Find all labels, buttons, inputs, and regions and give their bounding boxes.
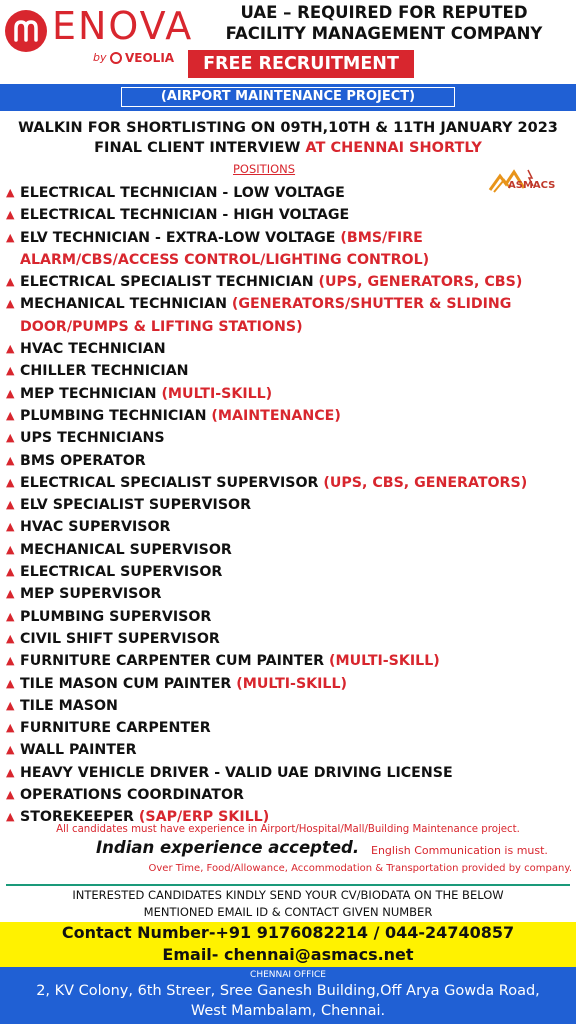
position-text [20, 450, 146, 472]
position-item [6, 717, 572, 739]
headline [196, 2, 572, 44]
triangle-bullet-icon: ▲ [6, 364, 15, 378]
contact-bar [0, 922, 576, 967]
triangle-bullet-icon: ▲ [6, 453, 15, 467]
triangle-bullet-icon: ▲ [6, 698, 15, 712]
headline-line-2: FACILITY MANAGEMENT COMPANY [225, 24, 543, 43]
position-item [6, 472, 572, 494]
position-text [20, 516, 170, 538]
position-text [20, 204, 349, 226]
position-text [20, 583, 161, 605]
position-text [20, 695, 118, 717]
experience-note: All candidates must have experience in Airport/Hospital/Mall/Building Maintenance project. [56, 824, 520, 835]
position-title: UPS TECHNICIANS [20, 430, 165, 447]
position-title: TILE MASON CUM PAINTER [20, 675, 237, 692]
headline-line-1: UAE – REQUIRED FOR REPUTED [240, 3, 528, 22]
position-title: ELECTRICAL SUPERVISOR [20, 564, 223, 581]
position-item [6, 427, 572, 449]
triangle-bullet-icon: ▲ [6, 186, 15, 199]
position-title: FURNITURE CARPENTER CUM PAINTER [20, 653, 330, 670]
office-bar [0, 967, 576, 1024]
position-text [20, 650, 440, 672]
position-detail: (UPS, CBS, GENERATORS) [323, 474, 528, 491]
position-text [20, 717, 211, 739]
contact-email[interactable]: Email- chennai@asmacs.net [162, 945, 414, 964]
triangle-bullet-icon: ▲ [6, 475, 15, 489]
position-title: HEAVY VEHICLE DRIVER - VALID UAE DRIVING LICENSE [20, 764, 453, 781]
position-title: MECHANICAL SUPERVISOR [20, 541, 232, 558]
triangle-bullet-icon: ▲ [6, 275, 15, 289]
apply-instructions [0, 887, 576, 921]
position-item [6, 450, 572, 472]
position-title: FURNITURE CARPENTER [20, 720, 211, 737]
apply-line-2: MENTIONED EMAIL ID & CONTACT GIVEN NUMBER [143, 905, 433, 919]
positions-list [6, 182, 572, 829]
triangle-bullet-icon: ▲ [6, 520, 15, 534]
position-title: TILE MASON [20, 697, 118, 714]
header [0, 0, 576, 84]
position-title: CIVIL SHIFT SUPERVISOR [20, 630, 220, 647]
free-recruitment-banner: FREE RECRUITMENT [188, 50, 414, 78]
position-item [6, 182, 572, 204]
position-item [6, 271, 572, 293]
position-title: CHILLER TECHNICIAN [20, 363, 189, 380]
position-title: ELECTRICAL SPECIALIST TECHNICIAN [20, 274, 319, 291]
position-title: ELECTRICAL TECHNICIAN - HIGH VOLTAGE [20, 207, 350, 224]
position-item [6, 227, 572, 272]
interview-location: AT CHENNAI SHORTLY [305, 140, 482, 156]
position-title: MECHANICAL TECHNICIAN [20, 296, 232, 313]
walkin-dates: WALKIN FOR SHORTLISTING ON 09TH,10TH & 11TH JANUARY 2023 [18, 120, 558, 136]
triangle-bullet-icon: ▲ [6, 297, 15, 311]
position-detail: (MULTI-SKILL) [329, 653, 440, 670]
position-text [20, 539, 232, 561]
triangle-bullet-icon: ▲ [6, 654, 15, 668]
triangle-bullet-icon: ▲ [6, 743, 15, 757]
position-item [6, 561, 572, 583]
triangle-bullet-icon: ▲ [6, 208, 15, 222]
triangle-bullet-icon: ▲ [6, 765, 15, 779]
position-item [6, 405, 572, 427]
triangle-bullet-icon: ▲ [6, 565, 15, 579]
position-title: BMS OPERATOR [20, 452, 146, 469]
position-text [20, 427, 165, 449]
position-detail: (MULTI-SKILL) [236, 675, 347, 692]
position-title: HVAC SUPERVISOR [20, 519, 171, 536]
office-address-line-2: West Mambalam, Chennai. [190, 1003, 386, 1019]
brand-name: ENOVA [52, 4, 194, 48]
position-text [20, 227, 572, 272]
position-detail: (MULTI-SKILL) [161, 385, 273, 402]
office-address-line-1: 2, KV Colony, 6th Streer, Sree Ganesh Building,Off Arya Gowda Road, [36, 983, 540, 999]
agency-name: ASMACS [508, 180, 556, 191]
position-item [6, 628, 572, 650]
interview-line [0, 138, 576, 158]
triangle-bullet-icon: ▲ [6, 386, 15, 400]
position-title: STOREKEEPER [20, 809, 139, 826]
triangle-bullet-icon: ▲ [6, 609, 15, 623]
position-item [6, 293, 572, 338]
position-text [20, 293, 572, 338]
triangle-bullet-icon: ▲ [6, 542, 15, 556]
position-item [6, 516, 572, 538]
position-title: MEP TECHNICIAN [20, 385, 162, 402]
position-text [20, 561, 222, 583]
triangle-bullet-icon: ▲ [6, 587, 15, 601]
position-title: ELV TECHNICIAN - EXTRA-LOW VOLTAGE [20, 229, 341, 246]
position-item [6, 338, 572, 360]
position-title: ELECTRICAL TECHNICIAN - LOW VOLTAGE [20, 185, 345, 201]
position-item [6, 673, 572, 695]
position-title: WALL PAINTER [20, 742, 137, 759]
position-text [20, 494, 251, 516]
triangle-bullet-icon: ▲ [6, 788, 15, 802]
position-title: OPERATIONS COORDINATOR [20, 787, 244, 804]
position-title: PLUMBING TECHNICIAN [20, 407, 212, 424]
triangle-bullet-icon: ▲ [6, 810, 15, 824]
position-text [20, 383, 272, 405]
triangle-bullet-icon: ▲ [6, 408, 15, 422]
triangle-bullet-icon: ▲ [6, 676, 15, 690]
position-text [20, 360, 189, 382]
benefits-note: Over Time, Food/Allowance, Accommodation & Transportation provided by company. [148, 863, 572, 874]
position-detail: (MAINTENANCE) [211, 407, 341, 424]
interview-text: FINAL CLIENT INTERVIEW [94, 140, 306, 156]
triangle-bullet-icon: ▲ [6, 230, 15, 244]
position-title: ELV SPECIALIST SUPERVISOR [20, 497, 252, 514]
position-detail: (UPS, GENERATORS, CBS) [318, 274, 523, 291]
position-text [20, 338, 166, 360]
enova-logo-icon [5, 10, 47, 52]
position-text [20, 271, 522, 293]
position-text [20, 182, 345, 204]
divider [6, 884, 570, 886]
position-item [6, 204, 572, 226]
apply-line-1: INTERESTED CANDIDATES KINDLY SEND YOUR CV/BIODATA ON THE BELOW [72, 888, 504, 902]
position-item [6, 383, 572, 405]
walkin-info [0, 118, 576, 158]
position-text [20, 628, 220, 650]
indian-experience-note: Indian experience accepted. [96, 838, 360, 857]
triangle-bullet-icon: ▲ [6, 498, 15, 512]
position-item [6, 695, 572, 717]
position-title: MEP SUPERVISOR [20, 586, 162, 603]
veolia-logo-icon [110, 52, 122, 64]
position-title: HVAC TECHNICIAN [20, 341, 166, 358]
positions-heading: POSITIONS [233, 162, 296, 176]
contact-number[interactable]: Contact Number-+91 9176082214 / 044-24740857 [61, 923, 515, 942]
partner-name: VEOLIA [125, 51, 175, 65]
triangle-bullet-icon: ▲ [6, 431, 15, 445]
english-note: English Communication is must. [371, 844, 548, 857]
project-label: (AIRPORT MAINTENANCE PROJECT) [121, 87, 455, 107]
position-title: PLUMBING SUPERVISOR [20, 608, 212, 625]
position-text [20, 739, 137, 761]
triangle-bullet-icon: ▲ [6, 342, 15, 356]
position-item [6, 583, 572, 605]
position-text [20, 673, 347, 695]
triangle-bullet-icon: ▲ [6, 721, 15, 735]
position-item [6, 784, 572, 806]
office-label: CHENNAI OFFICE [250, 970, 326, 980]
position-title: ELECTRICAL SPECIALIST SUPERVISOR [20, 474, 324, 491]
byline: by [93, 51, 107, 64]
triangle-bullet-icon: ▲ [6, 631, 15, 645]
position-item [6, 494, 572, 516]
position-item [6, 606, 572, 628]
position-text [20, 784, 244, 806]
position-item [6, 762, 572, 784]
project-bar [0, 84, 576, 111]
position-item [6, 739, 572, 761]
position-detail: (SAP/ERP SKILL) [138, 809, 270, 826]
position-text [20, 606, 211, 628]
position-text [20, 472, 527, 494]
position-detail: (BMS/FIRE ALARM/CBS/ACCESS CONTROL/LIGHTING CONTROL) [20, 229, 430, 268]
position-text [20, 405, 341, 427]
position-detail: (GENERATORS/SHUTTER & SLIDING DOOR/PUMPS & LIFTING STATIONS) [20, 296, 512, 335]
position-text [20, 762, 453, 784]
position-item [6, 650, 572, 672]
position-item [6, 360, 572, 382]
position-item [6, 539, 572, 561]
